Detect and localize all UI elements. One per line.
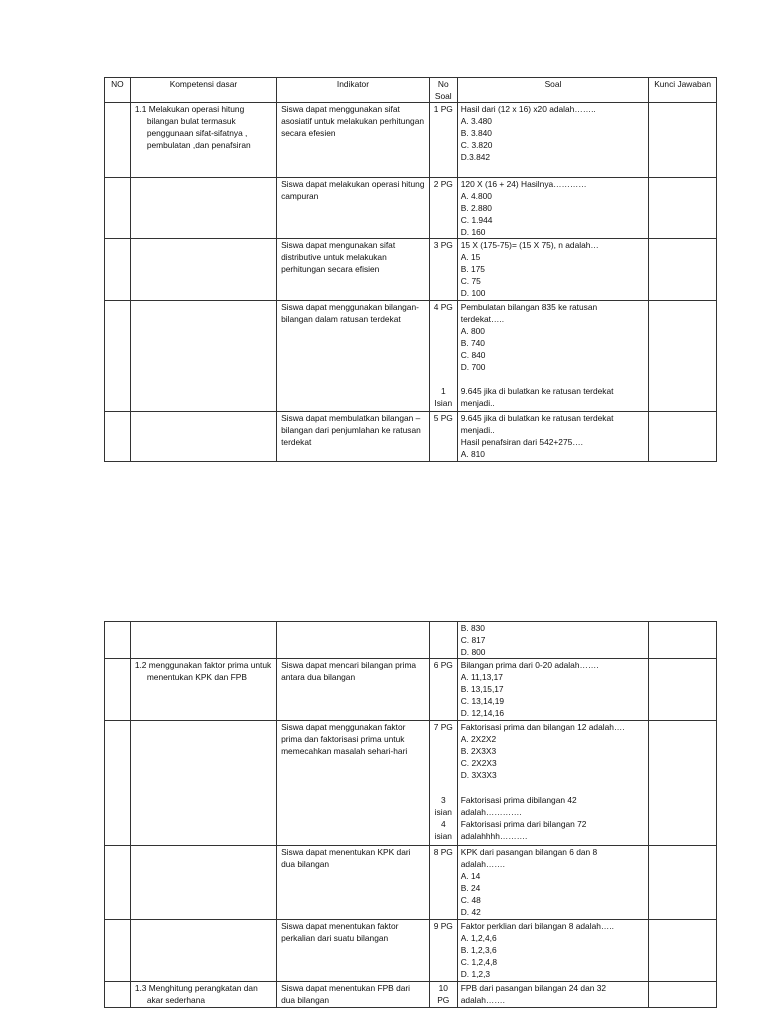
header-no: NO [105, 78, 131, 103]
kompetensi-dasar-cell: 1.1 Melakukan operasi hitung bilangan bulat termasuk penggunaan sifat-sifatnya , pembulatan ,dan penafsiran [130, 103, 276, 178]
soal-line: D. 800 [460, 647, 486, 657]
kunci-jawaban-cell [649, 982, 717, 1008]
soal-line: B. 24 [460, 883, 481, 893]
soal-line: Bilangan prima dari 0-20 adalah……. [460, 660, 599, 670]
soal-cell [457, 982, 648, 1008]
indikator-cell: Siswa dapat menentukan faktor perkalian dari suatu bilangan [277, 920, 430, 982]
soal-line: D. 100 [460, 288, 486, 298]
kunci-jawaban-cell [649, 721, 717, 846]
header-kompetensi-dasar: Kompetensi dasar [130, 78, 276, 103]
soal-line: adalah……. [460, 859, 505, 869]
soal-cell [457, 721, 648, 846]
indikator-cell: Siswa dapat mencari bilangan prima antara dua bilangan [277, 659, 430, 721]
kompetensi-dasar-cell: 1.3 Menghitung perangkatan dan akar sederhana [130, 982, 276, 1008]
soal-line: B. 3.840 [460, 128, 492, 138]
soal-cell [457, 103, 648, 178]
no-soal-cell [429, 301, 457, 412]
soal-line: 9.645 jika di bulatkan ke ratusan terdekat [460, 386, 614, 396]
soal-line: C. 1.944 [460, 215, 493, 225]
soal-line: Faktor perklian dari bilangan 8 adalah….. [460, 921, 614, 931]
no-cell [105, 659, 131, 721]
indikator-cell: Siswa dapat menentukan KPK dari dua bilangan [277, 846, 430, 920]
kompetensi-dasar-cell [130, 721, 276, 846]
kunci-jawaban-cell [649, 920, 717, 982]
soal-line: C. 3.820 [460, 140, 493, 150]
soal-line: D. 42 [460, 907, 481, 917]
soal-line: Faktorisasi prima dan bilangan 12 adalah…. [460, 722, 625, 732]
soal-line: menjadi.. [460, 425, 495, 435]
soal-cell [457, 412, 648, 462]
no-soal-cell: 10 PG [429, 982, 457, 1008]
header-no-soal: No Soal [429, 78, 457, 103]
no-soal-pg: 4 PG [433, 302, 453, 312]
indikator-cell: Siswa dapat menggunakan bilangan-bilangan dalam ratusan terdekat [277, 301, 430, 412]
soal-line: Hasil dari (12 x 16) x20 adalah…….. [460, 104, 596, 114]
no-soal-cell: 1 PG [429, 103, 457, 178]
kisi-kisi-table-page-1 [104, 77, 717, 462]
soal-cell [457, 301, 648, 412]
soal-line: A. 11,13,17 [460, 672, 503, 682]
table-row [105, 412, 717, 462]
soal-line: C. 2X2X3 [460, 758, 497, 768]
no-soal-cell: 3 PG [429, 239, 457, 301]
table-row [105, 103, 717, 178]
soal-line: D. 700 [460, 362, 486, 372]
soal-line: Pembulatan bilangan 835 ke ratusan [460, 302, 598, 312]
soal-line: A. 1,2,4,6 [460, 933, 497, 943]
soal-line: A. 2X2X2 [460, 734, 497, 744]
soal-cell [457, 178, 648, 239]
table-row [105, 846, 717, 920]
kunci-jawaban-cell [649, 239, 717, 301]
soal-line: KPK dari pasangan bilangan 6 dan 8 [460, 847, 598, 857]
soal-line: D. 160 [460, 227, 486, 237]
no-soal-cell [429, 622, 457, 659]
soal-line: B. 13,15,17 [460, 684, 504, 694]
kunci-jawaban-cell [649, 659, 717, 721]
soal-line: adalahhhh………. [460, 831, 528, 841]
header-indikator: Indikator [277, 78, 430, 103]
soal-line: Faktorisasi prima dibilangan 42 [460, 795, 577, 805]
kompetensi-dasar-cell [130, 846, 276, 920]
no-cell [105, 846, 131, 920]
no-soal-isian: 1 Isian [434, 386, 453, 408]
soal-line: 15 X (175-75)= (15 X 75), n adalah… [460, 240, 599, 250]
kunci-jawaban-cell [649, 103, 717, 178]
soal-cell [457, 846, 648, 920]
kunci-jawaban-cell [649, 178, 717, 239]
no-soal-cell: 6 PG [429, 659, 457, 721]
no-soal-isian: 3 isian [434, 795, 452, 817]
indikator-cell: Siswa dapat menggunakan sifat asosiatif untuk melakukan perhitungan secara efesien [277, 103, 430, 178]
indikator-cell: Siswa dapat menggunakan faktor prima dan faktorisasi prima untuk memecahkan masalah sehari-hari [277, 721, 430, 846]
kompetensi-dasar-cell [130, 412, 276, 462]
no-soal-cell: 9 PG [429, 920, 457, 982]
soal-line: D. 1,2,3 [460, 969, 491, 979]
no-soal-cell: 5 PG [429, 412, 457, 462]
no-cell [105, 301, 131, 412]
kunci-jawaban-cell [649, 301, 717, 412]
table-row [105, 301, 717, 412]
no-cell [105, 982, 131, 1008]
indikator-cell: Siswa dapat mengunakan sifat distributive untuk melakukan perhitungan secara efisien [277, 239, 430, 301]
soal-cell [457, 920, 648, 982]
kisi-kisi-table-page-2 [104, 621, 717, 1008]
no-soal-cell: 2 PG [429, 178, 457, 239]
no-cell [105, 103, 131, 178]
soal-line: A. 4.800 [460, 191, 492, 201]
no-cell [105, 239, 131, 301]
indikator-cell: Siswa dapat melakukan operasi hitung campuran [277, 178, 430, 239]
table-header-row [105, 78, 717, 103]
no-soal-cell [429, 721, 457, 846]
soal-line: B. 1,2,3,6 [460, 945, 497, 955]
soal-line: A. 14 [460, 871, 481, 881]
soal-line: adalah……. [460, 995, 505, 1005]
soal-line: C. 13,14,19 [460, 696, 505, 706]
soal-cell [457, 659, 648, 721]
table-row [105, 721, 717, 846]
table-row [105, 622, 717, 659]
kompetensi-dasar-cell [130, 301, 276, 412]
no-cell [105, 920, 131, 982]
kompetensi-dasar-cell [130, 239, 276, 301]
table-row [105, 239, 717, 301]
soal-line: C. 75 [460, 276, 481, 286]
kompetensi-dasar-cell [130, 178, 276, 239]
soal-line: C. 817 [460, 635, 486, 645]
soal-line: Hasil penafsiran dari 542+275…. [460, 437, 583, 447]
table-row [105, 178, 717, 239]
soal-line: menjadi.. [460, 398, 495, 408]
no-cell [105, 412, 131, 462]
indikator-cell [277, 622, 430, 659]
soal-line: 120 X (16 + 24) Hasilnya………… [460, 179, 587, 189]
soal-line: 9.645 jika di bulatkan ke ratusan terdekat [460, 413, 614, 423]
kunci-jawaban-cell [649, 846, 717, 920]
no-cell [105, 622, 131, 659]
soal-line: B. 175 [460, 264, 485, 274]
table-row [105, 920, 717, 982]
soal-line: C. 1,2,4,8 [460, 957, 498, 967]
soal-line: A. 810 [460, 449, 485, 459]
kompetensi-dasar-cell: 1.2 menggunakan faktor prima untuk menentukan KPK dan FPB [130, 659, 276, 721]
kunci-jawaban-cell [649, 412, 717, 462]
soal-line: A. 15 [460, 252, 481, 262]
soal-line: adalah…………. [460, 807, 522, 817]
soal-line: D. 12,14,16 [460, 708, 505, 718]
kunci-jawaban-cell [649, 622, 717, 659]
soal-line: B. 830 [460, 623, 485, 633]
soal-line: A. 800 [460, 326, 485, 336]
soal-cell [457, 622, 648, 659]
kompetensi-dasar-cell [130, 920, 276, 982]
soal-line: C. 840 [460, 350, 486, 360]
indikator-cell: Siswa dapat menentukan FPB dari dua bilangan [277, 982, 430, 1008]
soal-line: terdekat….. [460, 314, 505, 324]
no-soal-pg: 7 PG [433, 722, 453, 732]
indikator-cell: Siswa dapat membulatkan bilangan –bilangan dari penjumlahan ke ratusan terdekat [277, 412, 430, 462]
soal-line: A. 3.480 [460, 116, 492, 126]
soal-line: Faktorisasi prima dari bilangan 72 [460, 819, 587, 829]
soal-line: B. 2.880 [460, 203, 492, 213]
soal-cell [457, 239, 648, 301]
table-row [105, 982, 717, 1008]
header-kunci-jawaban: Kunci Jawaban [649, 78, 717, 103]
soal-line: B. 740 [460, 338, 485, 348]
kompetensi-dasar-cell [130, 622, 276, 659]
soal-line: C. 48 [460, 895, 481, 905]
table-row [105, 659, 717, 721]
soal-line: B. 2X3X3 [460, 746, 497, 756]
soal-line: D. 3X3X3 [460, 770, 497, 780]
no-cell [105, 721, 131, 846]
soal-line: D.3.842 [460, 152, 491, 162]
soal-line: FPB dari pasangan bilangan 24 dan 32 [460, 983, 607, 993]
header-soal: Soal [457, 78, 648, 103]
no-soal-cell: 8 PG [429, 846, 457, 920]
no-cell [105, 178, 131, 239]
no-soal-isian: 4 isian [434, 819, 452, 841]
